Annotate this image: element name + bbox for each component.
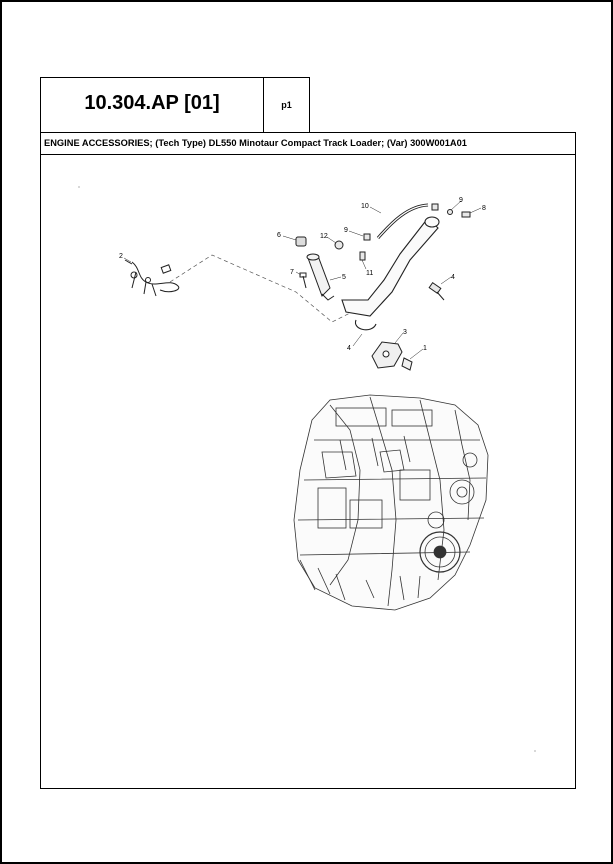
callout-5: 5	[342, 274, 346, 281]
callout-9a: 9	[344, 227, 348, 234]
sensor-part-icon	[429, 283, 444, 300]
page-number: p1	[281, 100, 292, 110]
section-code: 10.304.AP [01]	[84, 92, 220, 114]
engine-illustration-icon	[294, 395, 488, 610]
callout-4b: 4	[347, 345, 351, 352]
callout-12: 12	[320, 233, 328, 240]
callout-11: 11	[366, 270, 374, 277]
bracket-part-icon	[372, 342, 412, 370]
callout-4a: 4	[451, 274, 455, 281]
bolt-part-icon	[300, 273, 306, 288]
callout-3: 3	[403, 329, 407, 336]
callout-10: 10	[361, 203, 369, 210]
callout-2: 2	[119, 253, 123, 260]
document-title: ENGINE ACCESSORIES; (Tech Type) DL550 Minotaur Compact Track Loader; (Var) 300W001A01	[44, 138, 467, 148]
harness-part-icon	[125, 260, 179, 296]
callout-6: 6	[277, 232, 281, 239]
callout-1: 1	[423, 345, 427, 352]
callout-8: 8	[482, 205, 486, 212]
callout-9b: 9	[459, 197, 463, 204]
callout-7: 7	[290, 269, 294, 276]
cap-part-icon	[296, 237, 306, 246]
tube-part-icon	[307, 254, 334, 300]
